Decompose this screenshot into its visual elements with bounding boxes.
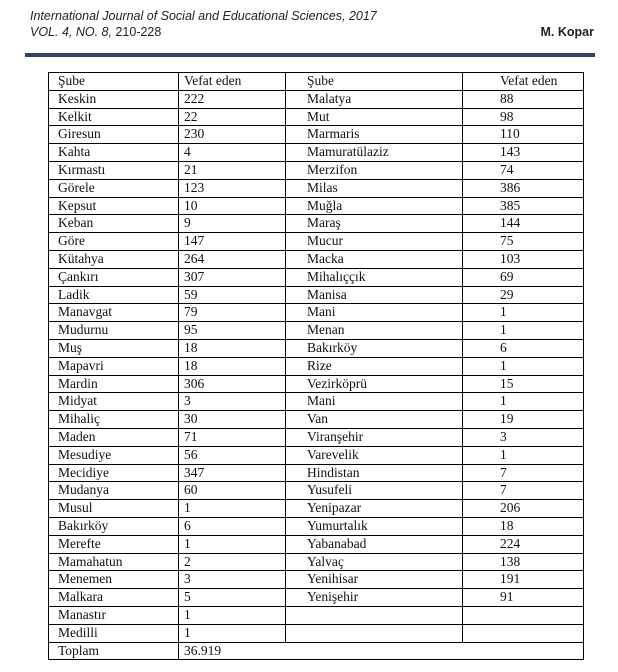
deaths-cell: 6 bbox=[179, 517, 286, 535]
deaths-cell: 147 bbox=[179, 233, 286, 251]
deaths-cell: 18 bbox=[179, 357, 286, 375]
deaths-cell: 222 bbox=[179, 90, 286, 108]
branch-cell: Malkara bbox=[49, 589, 179, 607]
table-body bbox=[49, 90, 584, 660]
branch-cell: Mudanya bbox=[49, 482, 179, 500]
table-row bbox=[49, 126, 584, 144]
table-row bbox=[49, 606, 584, 624]
branch-cell: Maden bbox=[49, 428, 179, 446]
branch-cell: Viranşehir bbox=[286, 428, 463, 446]
table-header-row bbox=[49, 73, 584, 91]
branch-cell: Kahta bbox=[49, 144, 179, 162]
deaths-cell: 75 bbox=[463, 233, 584, 251]
deaths-cell: 10 bbox=[179, 197, 286, 215]
col-header-vefat-right: Vefat eden bbox=[463, 73, 584, 91]
deaths-cell: 206 bbox=[463, 500, 584, 518]
table-row bbox=[49, 215, 584, 233]
volume-info: VOL. 4, NO. 8, bbox=[30, 25, 112, 39]
branch-cell: Yenihisar bbox=[286, 571, 463, 589]
branch-cell: Bakırköy bbox=[49, 517, 179, 535]
author-name: M. Kopar bbox=[540, 25, 594, 39]
branch-cell: Bakırköy bbox=[286, 339, 463, 357]
deaths-cell: 56 bbox=[179, 446, 286, 464]
deaths-cell: 6 bbox=[463, 339, 584, 357]
branch-cell: Marmaris bbox=[286, 126, 463, 144]
table-row bbox=[49, 322, 584, 340]
branch-cell: Mani bbox=[286, 304, 463, 322]
table-row bbox=[49, 482, 584, 500]
branch-cell: Manisa bbox=[286, 286, 463, 304]
deaths-cell: 1 bbox=[463, 322, 584, 340]
branch-cell: Manastır bbox=[49, 606, 179, 624]
table-row bbox=[49, 446, 584, 464]
page-header bbox=[0, 0, 618, 40]
branch-cell: Mihaliç bbox=[49, 411, 179, 429]
col-header-sube-right: Şube bbox=[286, 73, 463, 91]
table-row bbox=[49, 624, 584, 642]
branch-cell: Mesudiye bbox=[49, 446, 179, 464]
journal-info bbox=[30, 8, 377, 40]
deaths-cell: 144 bbox=[463, 215, 584, 233]
table-row bbox=[49, 304, 584, 322]
branch-cell: Muş bbox=[49, 339, 179, 357]
deaths-cell: 103 bbox=[463, 250, 584, 268]
deaths-cell: 143 bbox=[463, 144, 584, 162]
deaths-cell bbox=[463, 606, 584, 624]
table-row bbox=[49, 250, 584, 268]
table-row bbox=[49, 517, 584, 535]
deaths-cell: 3 bbox=[179, 571, 286, 589]
branch-cell: Maraş bbox=[286, 215, 463, 233]
deaths-cell: 15 bbox=[463, 375, 584, 393]
table-row bbox=[49, 464, 584, 482]
branch-cell: Mardin bbox=[49, 375, 179, 393]
deaths-cell: 7 bbox=[463, 464, 584, 482]
branch-cell: Kırmastı bbox=[49, 161, 179, 179]
deaths-cell: 18 bbox=[179, 339, 286, 357]
branch-cell: Merefte bbox=[49, 535, 179, 553]
deaths-cell: 7 bbox=[463, 482, 584, 500]
table-row bbox=[49, 428, 584, 446]
deaths-cell: 18 bbox=[463, 517, 584, 535]
branch-cell: Yenipazar bbox=[286, 500, 463, 518]
branch-cell: Van bbox=[286, 411, 463, 429]
branch-cell: Mudurnu bbox=[49, 322, 179, 340]
deaths-cell: 347 bbox=[179, 464, 286, 482]
header-rule bbox=[25, 53, 595, 57]
deaths-cell: 3 bbox=[463, 428, 584, 446]
volume-line bbox=[30, 24, 377, 40]
branch-cell: Macka bbox=[286, 250, 463, 268]
col-header-vefat-left: Vefat eden bbox=[179, 73, 286, 91]
deaths-cell: 1 bbox=[463, 446, 584, 464]
branch-cell bbox=[286, 624, 463, 642]
deaths-cell: 9 bbox=[179, 215, 286, 233]
deaths-cell: 307 bbox=[179, 268, 286, 286]
deaths-cell: 60 bbox=[179, 482, 286, 500]
table-row bbox=[49, 571, 584, 589]
deaths-cell: 264 bbox=[179, 250, 286, 268]
branch-cell: Mucur bbox=[286, 233, 463, 251]
table-row bbox=[49, 90, 584, 108]
branch-cell: Hindistan bbox=[286, 464, 463, 482]
journal-title: International Journal of Social and Educational Sciences, 2017 bbox=[30, 9, 377, 23]
deaths-cell: 191 bbox=[463, 571, 584, 589]
branch-cell: Keban bbox=[49, 215, 179, 233]
table-container bbox=[48, 72, 618, 660]
deaths-cell: 224 bbox=[463, 535, 584, 553]
deaths-cell: 5 bbox=[179, 589, 286, 607]
deaths-cell: 1 bbox=[179, 500, 286, 518]
branch-cell: Ladik bbox=[49, 286, 179, 304]
deaths-cell: 29 bbox=[463, 286, 584, 304]
branch-cell: Yusufeli bbox=[286, 482, 463, 500]
branch-cell: Malatya bbox=[286, 90, 463, 108]
mortality-table bbox=[48, 72, 584, 660]
deaths-cell: 22 bbox=[179, 108, 286, 126]
page-range: 210-228 bbox=[111, 25, 162, 39]
table-row bbox=[49, 161, 584, 179]
deaths-cell bbox=[463, 624, 584, 642]
deaths-cell: 91 bbox=[463, 589, 584, 607]
branch-cell: Rize bbox=[286, 357, 463, 375]
deaths-cell: 2 bbox=[179, 553, 286, 571]
branch-cell: Mut bbox=[286, 108, 463, 126]
table-row bbox=[49, 268, 584, 286]
table-row bbox=[49, 553, 584, 571]
deaths-cell: 1 bbox=[179, 535, 286, 553]
deaths-cell: 3 bbox=[179, 393, 286, 411]
table-row bbox=[49, 535, 584, 553]
deaths-cell: 30 bbox=[179, 411, 286, 429]
deaths-cell: 306 bbox=[179, 375, 286, 393]
deaths-cell: 385 bbox=[463, 197, 584, 215]
deaths-cell: 79 bbox=[179, 304, 286, 322]
table-row bbox=[49, 286, 584, 304]
branch-cell: Mihalıççık bbox=[286, 268, 463, 286]
deaths-cell: 69 bbox=[463, 268, 584, 286]
branch-cell: Yabanabad bbox=[286, 535, 463, 553]
branch-cell: Kelkit bbox=[49, 108, 179, 126]
branch-cell: Yumurtalık bbox=[286, 517, 463, 535]
deaths-cell: 1 bbox=[463, 357, 584, 375]
table-row bbox=[49, 411, 584, 429]
branch-cell: Vezirköprü bbox=[286, 375, 463, 393]
branch-cell: Çankırı bbox=[49, 268, 179, 286]
deaths-cell: 1 bbox=[463, 304, 584, 322]
deaths-cell: 138 bbox=[463, 553, 584, 571]
table-row bbox=[49, 233, 584, 251]
branch-cell: Midyat bbox=[49, 393, 179, 411]
total-value-cell: 36.919 bbox=[179, 642, 584, 660]
branch-cell: Mecidiye bbox=[49, 464, 179, 482]
deaths-cell: 71 bbox=[179, 428, 286, 446]
branch-cell: Mamuratülaziz bbox=[286, 144, 463, 162]
branch-cell: Menemen bbox=[49, 571, 179, 589]
deaths-cell: 98 bbox=[463, 108, 584, 126]
table-row bbox=[49, 108, 584, 126]
table-row bbox=[49, 357, 584, 375]
branch-cell: Mani bbox=[286, 393, 463, 411]
branch-cell: Muğla bbox=[286, 197, 463, 215]
branch-cell: Yenişehir bbox=[286, 589, 463, 607]
deaths-cell: 230 bbox=[179, 126, 286, 144]
branch-cell: Keskin bbox=[49, 90, 179, 108]
deaths-cell: 1 bbox=[463, 393, 584, 411]
branch-cell: Varevelik bbox=[286, 446, 463, 464]
table-row bbox=[49, 179, 584, 197]
deaths-cell: 4 bbox=[179, 144, 286, 162]
branch-cell: Yalvaç bbox=[286, 553, 463, 571]
table-row bbox=[49, 197, 584, 215]
deaths-cell: 123 bbox=[179, 179, 286, 197]
branch-cell: Milas bbox=[286, 179, 463, 197]
table-total-row bbox=[49, 642, 584, 660]
branch-cell: Kepsut bbox=[49, 197, 179, 215]
deaths-cell: 88 bbox=[463, 90, 584, 108]
deaths-cell: 21 bbox=[179, 161, 286, 179]
branch-cell: Manavgat bbox=[49, 304, 179, 322]
deaths-cell: 1 bbox=[179, 606, 286, 624]
deaths-cell: 74 bbox=[463, 161, 584, 179]
total-label-cell: Toplam bbox=[49, 642, 179, 660]
branch-cell: Musul bbox=[49, 500, 179, 518]
branch-cell: Mapavri bbox=[49, 357, 179, 375]
branch-cell: Medilli bbox=[49, 624, 179, 642]
branch-cell bbox=[286, 606, 463, 624]
table-row bbox=[49, 144, 584, 162]
table-row bbox=[49, 500, 584, 518]
table-row bbox=[49, 589, 584, 607]
deaths-cell: 59 bbox=[179, 286, 286, 304]
table-row bbox=[49, 339, 584, 357]
table-row bbox=[49, 393, 584, 411]
deaths-cell: 386 bbox=[463, 179, 584, 197]
branch-cell: Giresun bbox=[49, 126, 179, 144]
deaths-cell: 110 bbox=[463, 126, 584, 144]
branch-cell: Menan bbox=[286, 322, 463, 340]
branch-cell: Mamahatun bbox=[49, 553, 179, 571]
table-row bbox=[49, 375, 584, 393]
branch-cell: Kütahya bbox=[49, 250, 179, 268]
deaths-cell: 19 bbox=[463, 411, 584, 429]
deaths-cell: 95 bbox=[179, 322, 286, 340]
branch-cell: Görele bbox=[49, 179, 179, 197]
branch-cell: Göre bbox=[49, 233, 179, 251]
col-header-sube-left: Şube bbox=[49, 73, 179, 91]
deaths-cell: 1 bbox=[179, 624, 286, 642]
branch-cell: Merzifon bbox=[286, 161, 463, 179]
